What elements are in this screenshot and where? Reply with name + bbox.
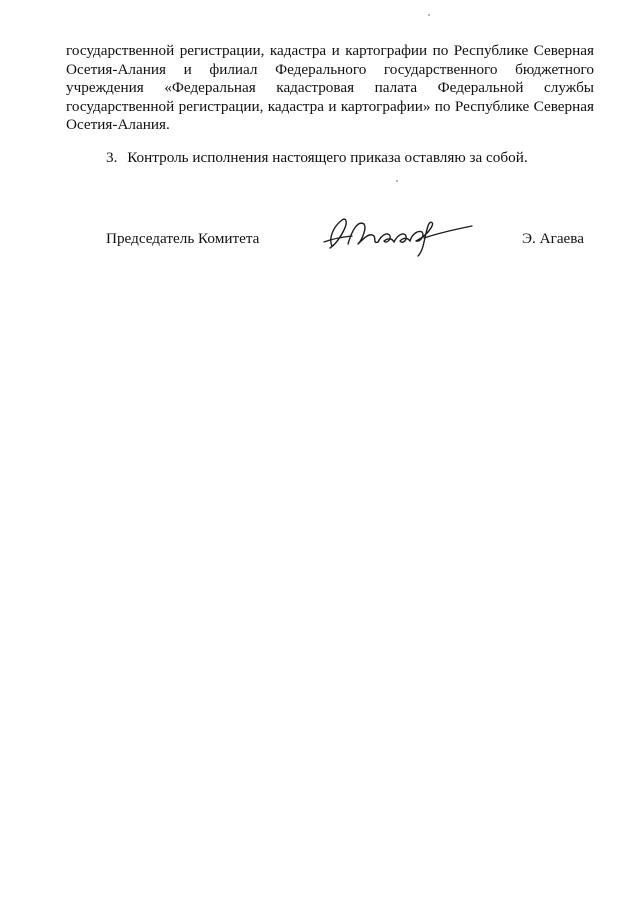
paragraph-line: учреждения «Федеральная кадастровая палата Федеральной службы (66, 79, 594, 97)
signatory-name: Э. Агаева (522, 230, 585, 247)
item-number: 3. (106, 149, 118, 166)
paragraph-line: Осетия-Алания. (66, 116, 170, 134)
scan-speck (428, 14, 430, 16)
handwritten-signature (318, 208, 478, 260)
list-item-control (106, 149, 528, 167)
body-paragraph (66, 42, 594, 135)
item-text: Контроль исполнения настоящего приказа оставляю за собой. (127, 149, 528, 166)
signatory-position: Председатель Комитета (106, 230, 260, 247)
paragraph-line: Осетия-Алания и филиал Федерального государственного бюджетного (66, 60, 594, 78)
scan-speck (396, 180, 398, 182)
paragraph-line: государственной регистрации, кадастра и картографии по Республике Северная (66, 42, 594, 59)
paragraph-line: государственной регистрации, кадастра и картографии» по Республике Северная (66, 97, 594, 115)
